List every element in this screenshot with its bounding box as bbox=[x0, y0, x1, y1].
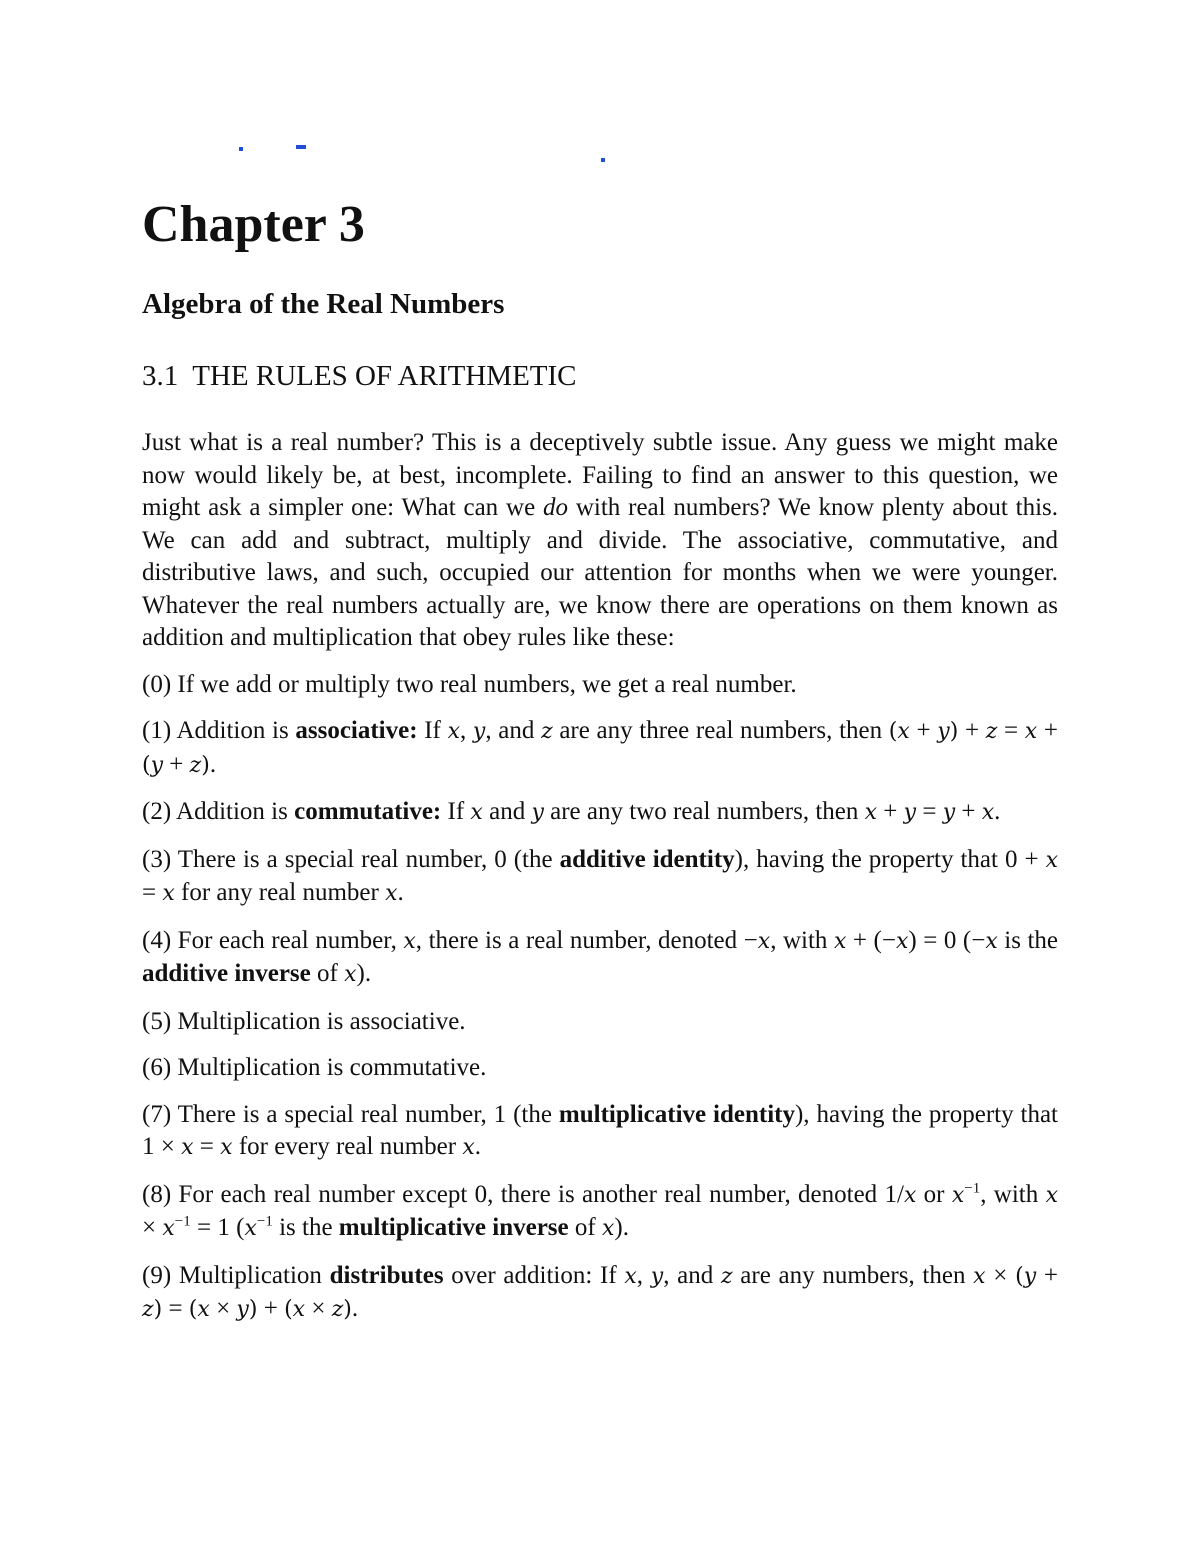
chapter-title: Chapter 3 bbox=[142, 196, 365, 253]
header-dot-mark bbox=[601, 158, 605, 162]
intro-paragraph: Just what is a real number? This is a deceptively subtle issue. Any guess we might make now would likely be, at best, incomplete. Failing to find an answer to this question, we might ask a simpler one: What can we do with real numbers? We know plenty about this. We can add and subtract, multiply and divide. The associative, commutative, and distributive laws, and such, occupied our attention for months when we were younger. Whatever the real numbers actually are, we know there are operations on them known as addition and multiplication that obey rules like these: bbox=[142, 429, 1058, 651]
rule-2: (2) Addition is commutative: If x and y are any two real numbers, then x + y = y + x. bbox=[142, 798, 1001, 825]
rule-4: (4) For each real number, x, there is a real number, denoted −x, with x + (−x) = 0 (−x is the additive inverse of x). bbox=[142, 926, 1059, 987]
section-title: THE RULES OF ARITHMETIC bbox=[192, 360, 577, 392]
rule-7: (7) There is a special real number, 1 (the multiplicative identity), having the property that 1 × x = x for every real number x. bbox=[142, 1100, 1059, 1160]
rule-1: (1) Addition is associative: If x, y, and z are any three real numbers, then (x + y) + z = x + (y + z). bbox=[142, 717, 1058, 778]
header-dot-mark bbox=[239, 147, 243, 151]
rule-9: (9) Multiplication distributes over addition: If x, y, and z are any numbers, then x × (y + z) = (x × y) + (x × z). bbox=[142, 1261, 1058, 1322]
header-marks bbox=[0, 0, 1200, 200]
rule-6: (6) Multiplication is commutative. bbox=[142, 1054, 487, 1081]
rule-3: (3) There is a special real number, 0 (the additive identity), having the property that 0 + x = x for any real number x. bbox=[142, 845, 1058, 906]
rule-0: (0) If we add or multiply two real numbers, we get a real number. bbox=[142, 670, 797, 698]
section-number: 3.1 bbox=[142, 360, 179, 392]
rule-8: (8) For each real number except 0, there is another real number, denoted 1/x or $x^{-1}$, with $x \times x^{-1} = 1$ ($x^{-1}$ is the multiplicative inverse of x). bbox=[142, 1180, 1058, 1241]
section-heading bbox=[142, 360, 577, 393]
header-dash-mark bbox=[296, 145, 306, 149]
body-text bbox=[142, 427, 1058, 1341]
rule-5: (5) Multiplication is associative. bbox=[142, 1007, 466, 1035]
chapter-subtitle: Algebra of the Real Numbers bbox=[142, 288, 505, 320]
